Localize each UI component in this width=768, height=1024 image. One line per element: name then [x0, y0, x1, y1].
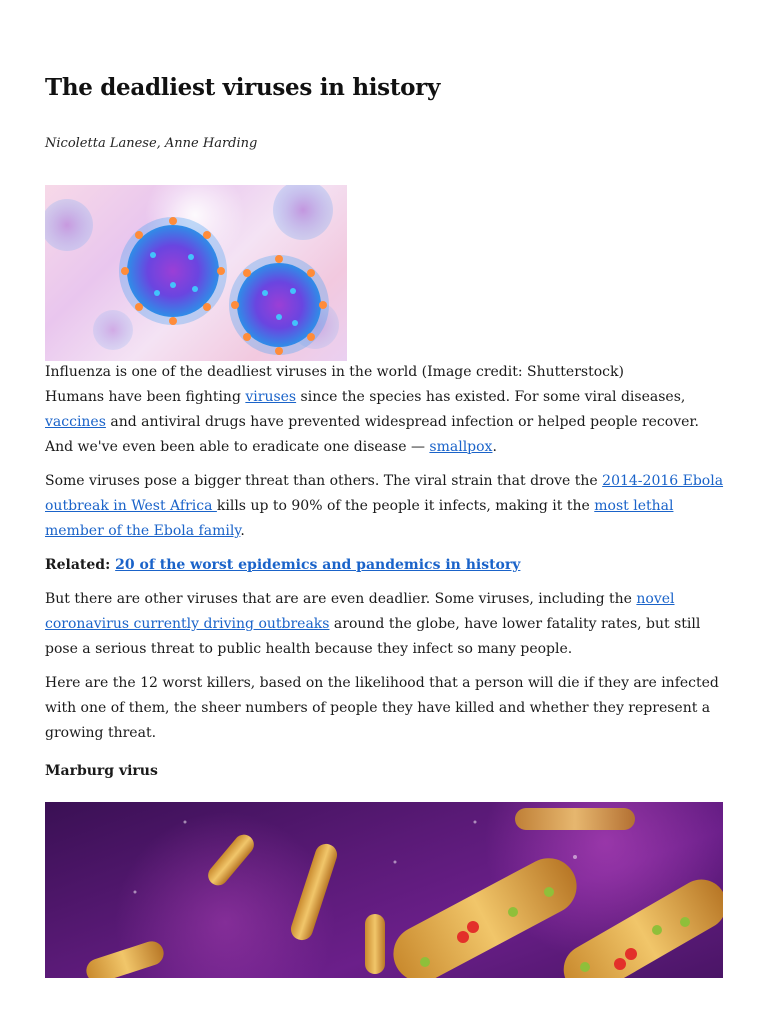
paragraph-text: since the species has existed. For some viral diseases,: [296, 389, 686, 405]
paragraph-text: around the globe, have lower fatality rates, but still pose a serious threat to public health because they infect so many people.: [45, 616, 701, 657]
paragraph-intro: [45, 385, 725, 460]
link-smallpox[interactable]: smallpox: [429, 439, 493, 455]
influenza-hero-image: [45, 185, 347, 361]
marburg-virus-image: [45, 802, 723, 978]
paragraph-text: .: [492, 439, 497, 455]
article-body: [45, 385, 725, 755]
link-ebola-outbreak[interactable]: 2014-2016 Ebola outbreak in West Africa: [45, 473, 724, 514]
link-related-epidemics[interactable]: 20 of the worst epidemics and pandemics in history: [115, 557, 521, 573]
link-vaccines[interactable]: vaccines: [45, 414, 106, 430]
article-authors: Nicoletta Lanese, Anne Harding: [45, 136, 258, 151]
paragraph-text: and antiviral drugs have prevented widespread infection or helped people recover. And we've even been able to eradicate one disease —: [45, 414, 699, 455]
paragraph-text: Here are the 12 worst killers, based on the likelihood that a person will die if they are infected with one of them, the sheer numbers of people they have killed and whether they represent a growing threat.: [45, 675, 719, 741]
link-ebola-family[interactable]: most lethal member of the Ebola family: [45, 498, 674, 539]
related-line: [45, 553, 725, 578]
paragraph-text: Some viruses pose a bigger threat than others. The viral strain that drove the: [45, 473, 603, 489]
paragraph-text: .: [240, 523, 245, 539]
section-heading-marburg: Marburg virus: [45, 763, 158, 779]
hero-caption: Influenza is one of the deadliest viruses in the world (Image credit: Shutterstock): [45, 364, 624, 380]
paragraph-coronavirus: [45, 587, 725, 662]
link-viruses[interactable]: viruses: [245, 389, 297, 405]
article-title: The deadliest viruses in history: [45, 74, 441, 101]
paragraph-ebola: [45, 469, 725, 544]
related-label: Related:: [45, 557, 116, 573]
paragraph-text: Humans have been fighting: [45, 389, 246, 405]
paragraph-worst-killers: [45, 671, 725, 746]
paragraph-text: kills up to 90% of the people it infects, making it the: [216, 498, 595, 514]
paragraph-text: But there are other viruses that are are even deadlier. Some viruses, including the: [45, 591, 637, 607]
link-novel-coronavirus[interactable]: novel coronavirus currently driving outbreaks: [45, 591, 675, 632]
